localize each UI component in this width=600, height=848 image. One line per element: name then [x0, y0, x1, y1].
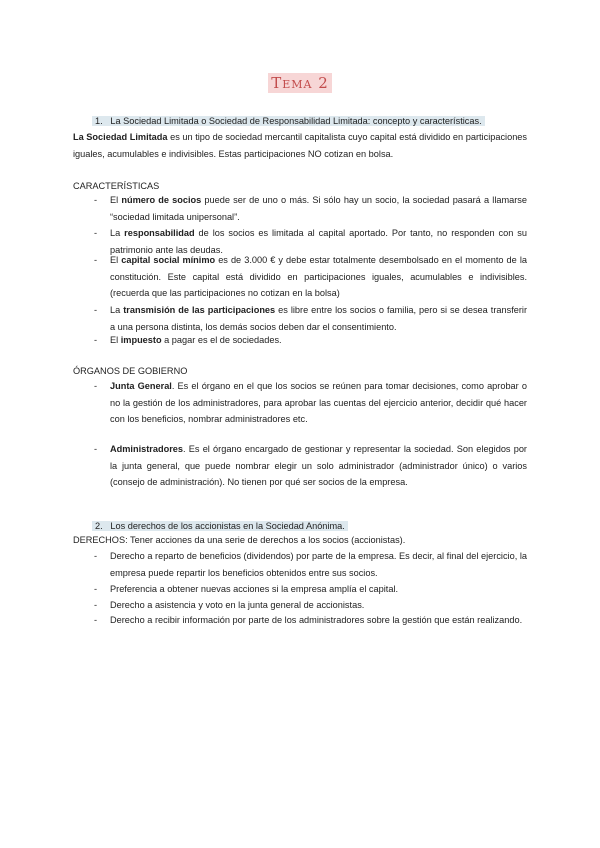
list-item: El número de socios puede ser de uno o más. Si sólo hay un socio, la sociedad pasará a llamarse “sociedad limitada unipersonal”.: [110, 195, 527, 222]
bullet: -: [94, 305, 98, 315]
intro-rest: es un tipo de sociedad mercantil capitalista cuyo capital está dividido en participaciones iguales, acumulables e indivisibles. Estas participaciones NO cotizan en bolsa.: [73, 132, 528, 159]
bullet: -: [94, 444, 98, 454]
list-item: Derecho a reparto de beneficios (dividendos) por parte de la empresa. Es decir, al final del ejercicio, la empresa puede repartir los beneficios obtenidos entre sus socios.: [110, 551, 527, 578]
section2-heading-text: Los derechos de los accionistas en la Sociedad Anónima.: [110, 521, 345, 531]
bullet: -: [94, 195, 98, 205]
list-item: Preferencia a obtener nuevas acciones si la empresa amplía el capital.: [110, 584, 399, 594]
list-item: La responsabilidad de los socios es limitada al capital aportado. Por tanto, no responden con su patrimonio ante las deudas.: [110, 228, 527, 255]
section1-heading-text: La Sociedad Limitada o Sociedad de Responsabilidad Limitada: concepto y características.: [110, 116, 482, 126]
list-item: La transmisión de las participaciones es libre entre los socios o familia, pero si se desea transferir a una persona distinta, los demás socios deben dar el consentimiento.: [110, 305, 528, 332]
bullet: -: [94, 255, 98, 265]
organos-heading: ÓRGANOS DE GOBIERNO: [73, 366, 188, 376]
section1-intro: [73, 129, 527, 162]
list-item: Junta General. Es el órgano en el que los socios se reúnen para tomar decisiones, como aprobar o no la gestión de los administradores, para aprobar las cuentas del ejercicio anterior, decidir qué hacer con los beneficios, nombrar administradores etc.: [110, 381, 527, 424]
page-title-text: Tema 2: [268, 73, 332, 93]
list-item: El capital social mínimo es de 3.000 € y debe estar totalmente desembolsado en el momento de la constitución. Este capital está dividido en participaciones iguales, acumulables e indivisibles. (recuerda que las participaciones no cotizan en la bolsa): [110, 255, 527, 298]
section1-number: 1.: [95, 116, 103, 126]
caracteristicas-heading: CARACTERÍSTICAS: [73, 181, 160, 191]
list-item: Derecho a recibir información por parte de los administradores sobre la gestión que están realizando.: [110, 615, 523, 625]
bullet: -: [94, 615, 98, 625]
section1-heading: [92, 113, 485, 130]
list-item: Administradores. Es el órgano encargado de gestionar y representar la sociedad. Son elegidos por la junta general, que puede nombrar elegir un solo administrador (administrador único) o varios (consejo de administración). No tienen por qué ser socios de la empresa.: [110, 444, 527, 487]
bullet: -: [94, 584, 98, 594]
list-item: El impuesto a pagar es el de sociedades.: [110, 335, 282, 345]
bullet: -: [94, 551, 98, 561]
bullet: -: [94, 228, 98, 238]
list-item: Derecho a asistencia y voto en la junta general de accionistas.: [110, 600, 365, 610]
section2-intro: DERECHOS: Tener acciones da una serie de derechos a los socios (accionistas).: [73, 535, 406, 545]
intro-bold: La Sociedad Limitada: [73, 132, 168, 142]
section2-number: 2.: [95, 521, 103, 531]
bullet: -: [94, 381, 98, 391]
bullet: -: [94, 600, 98, 610]
bullet: -: [94, 335, 98, 345]
page-title: [0, 74, 600, 93]
